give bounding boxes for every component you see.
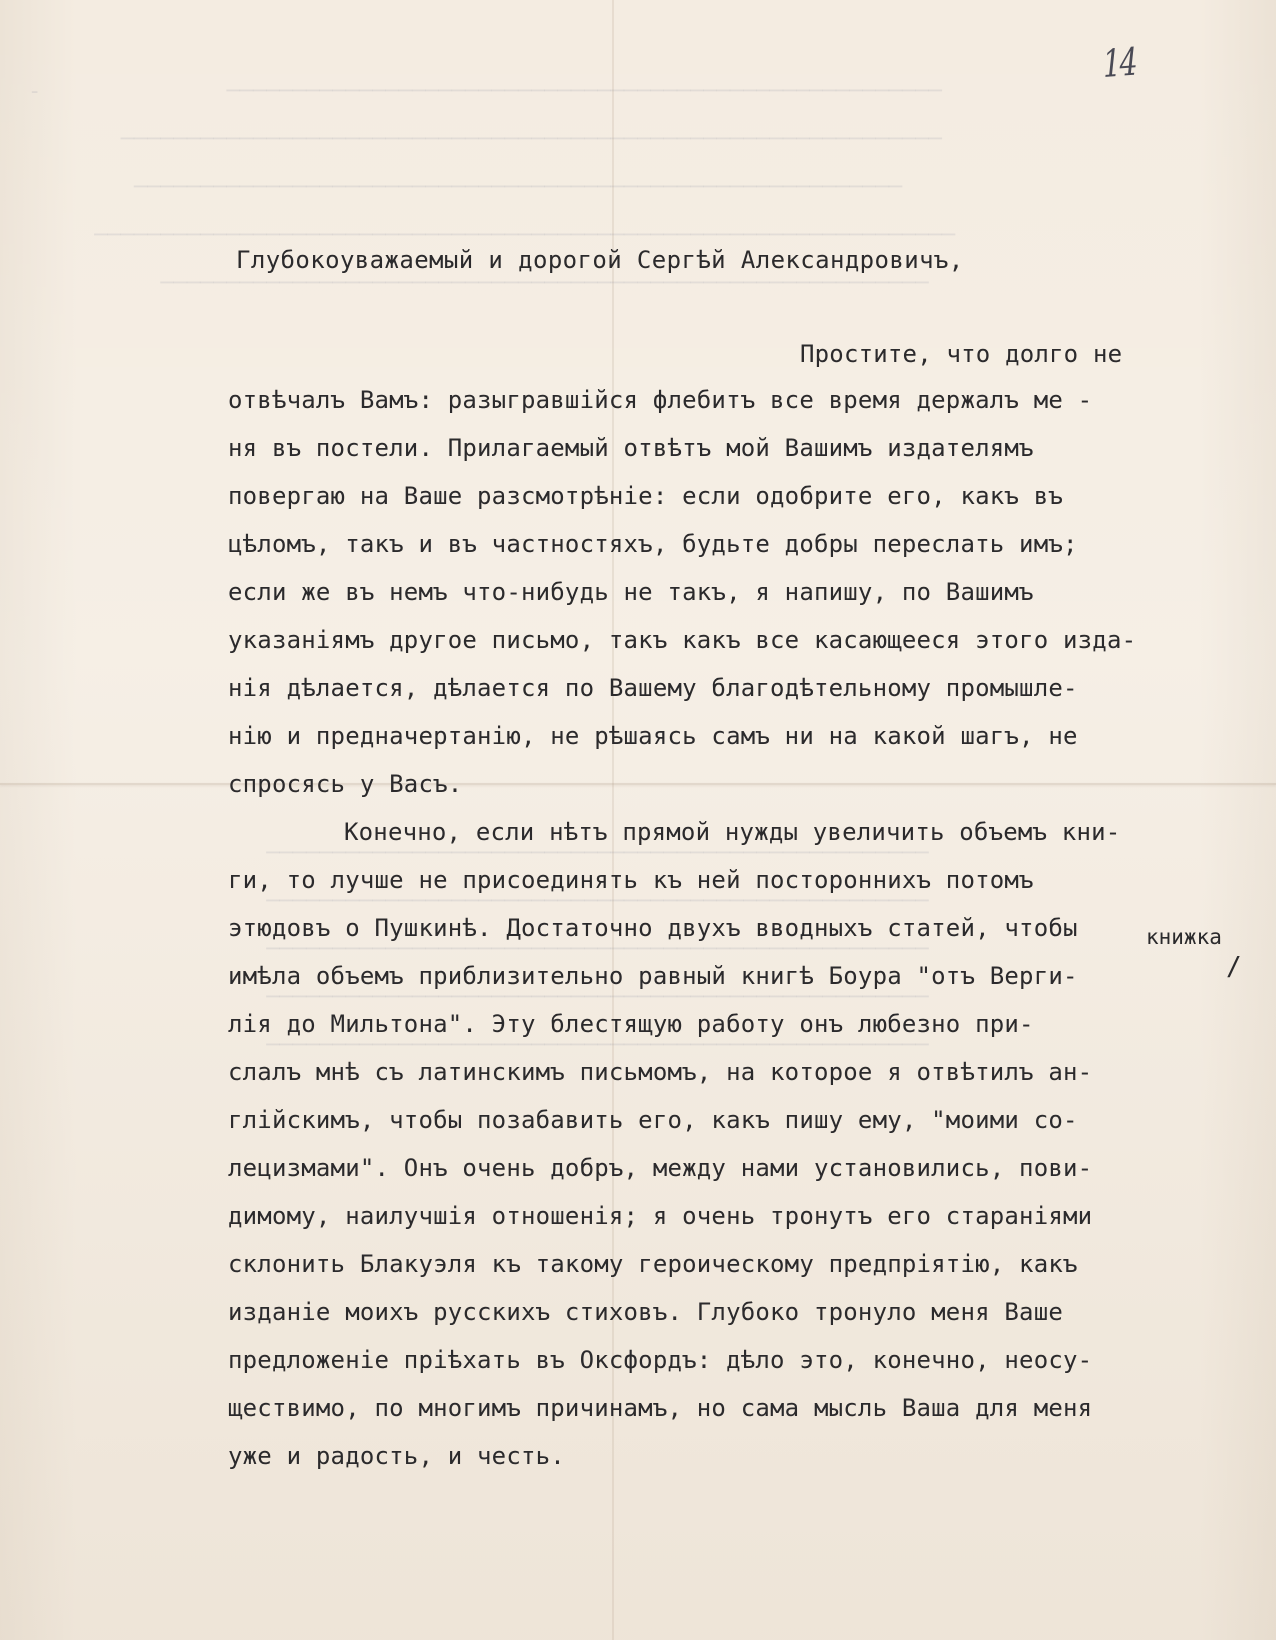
- letter-line: предложенiе прiѣхать въ Оксфордъ: дѣло это, конечно, неосу-: [228, 1346, 1093, 1374]
- letter-line: лiя до Мильтона". Эту блестящую работу онъ любезно при-: [228, 1010, 1034, 1038]
- letter-line: уже и радость, и честь.: [228, 1442, 565, 1470]
- letter-line: глiйскимъ, чтобы позабавить его, какъ пишу ему, "моими со-: [228, 1106, 1078, 1134]
- letter-line: если же въ немъ что-нибудь не такъ, я напишу, по Вашимъ: [228, 578, 1034, 606]
- letter-line: имѣла объемъ приблизительно равный книгѣ Боура "отъ Верги-: [228, 962, 1078, 990]
- letter-line: Простите, что долго не: [800, 340, 1123, 368]
- letter-line: нiю и предначертанiю, не рѣшаясь самъ ни на какой шагъ, не: [228, 722, 1078, 750]
- letter-line: Конечно, если нѣтъ прямой нужды увеличить объемъ кни-: [344, 818, 1121, 846]
- bleed-through-text: - ────────────────────────────────────────────────────── ────────────────────────────────────────────────────────────── ────────────────────────────────────────────────────────── ───────────────────────────────────────────────────────────────── ──────────────────────────────────────────────────────────: [28, 79, 956, 296]
- letter-line: ня въ постели. Прилагаемый отвѣтъ мой Вашимъ издателямъ: [228, 434, 1034, 462]
- letter-line: изданiе моихъ русскихъ стиховъ. Глубоко тронуло меня Ваше: [228, 1298, 1064, 1326]
- letter-line: отвѣчалъ Вамъ: разыгравшiйся флебитъ все время держалъ ме -: [228, 386, 1093, 414]
- letter-line: ги, то лучше не присоединять къ ней постороннихъ потомъ: [228, 866, 1034, 894]
- salutation: Глубокоуважаемый и дорогой Сергѣй Александровичъ,: [236, 246, 964, 274]
- letter-line: лецизмами". Онъ очень добръ, между нами установились, пови-: [228, 1154, 1093, 1182]
- letter-line: этюдовъ о Пушкинѣ. Достаточно двухъ вводныхъ статей, чтобы: [228, 914, 1078, 942]
- insertion-mark: /: [1226, 952, 1242, 982]
- letter-line: ществимо, по многимъ причинамъ, но сама мысль Ваша для меня: [228, 1394, 1093, 1422]
- page-number: 14: [1102, 39, 1137, 86]
- letter-line: указанiямъ другое письмо, такъ какъ все касающееся этого изда-: [228, 626, 1137, 654]
- letter-line: нiя дѣлается, дѣлается по Вашему благодѣтельному промышле-: [228, 674, 1078, 702]
- letter-line: спросясь у Васъ.: [228, 770, 463, 798]
- bleed-through-text-lower: ────────────────────────────────────────────────── ────────────────────────────────────────────────── ────────────────────────────────────────────────── ────────────────────────────────────────────────── ──────────────────────────────────────────────────: [266, 841, 929, 1058]
- letter-line: слалъ мнѣ съ латинскимъ письмомъ, на которое я отвѣтилъ ан-: [228, 1058, 1093, 1086]
- letter-line: повергаю на Ваше разсмотрѣнiе: если одобрите его, какъ въ: [228, 482, 1064, 510]
- paper-fold-horizontal: [0, 783, 1276, 785]
- letter-line: склонить Блакуэля къ такому героическому предпрiятiю, какъ: [228, 1250, 1078, 1278]
- interlinear-insertion: книжка: [1146, 925, 1222, 949]
- letter-line: димому, наилучшiя отношенiя; я очень тронутъ его старанiями: [228, 1202, 1093, 1230]
- letter-line: цѣломъ, такъ и въ частностяхъ, будьте добры переслать имъ;: [228, 530, 1078, 558]
